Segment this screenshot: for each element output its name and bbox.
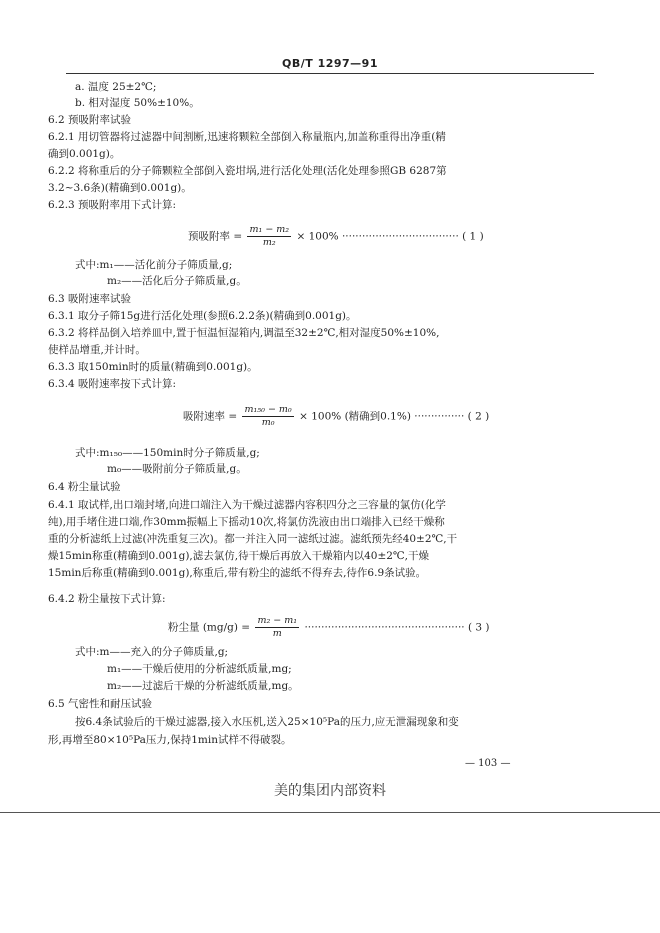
- section-6-5-line2: 形,再增至80×10⁵Pa压力,保持1min试样不得破裂。: [48, 734, 292, 746]
- clause-6-3-4: 6.3.4 吸附速率按下式计算:: [48, 378, 177, 390]
- equation-1-denominator: m₂: [262, 237, 276, 248]
- clause-6-2-2-line2: 3.2~3.6条)(精确到0.001g)。: [48, 182, 192, 194]
- equation-2: [183, 404, 489, 429]
- where-1-m2: m₂——活化后分子筛质量,g。: [107, 275, 247, 287]
- where-3-m2: m₂——过滤后干燥的分析滤纸质量,mg。: [107, 680, 299, 692]
- equation-1: [188, 224, 484, 249]
- equation-2-denominator: m₀: [261, 417, 275, 428]
- section-6-2-title: 6.2 预吸附率试验: [48, 114, 132, 126]
- clause-6-4-1-line2: 纯),用手堵住进口端,作30mm振幅上下摇动10次,将氯仿洗液由出口端排入已经干燥称: [48, 516, 445, 528]
- clause-6-2-1-line2: 确到0.001g)。: [48, 148, 121, 160]
- equation-3-denominator: m: [272, 628, 282, 639]
- condition-b: b. 相对湿度 50%±10%。: [75, 97, 200, 109]
- where-1-m1: 式中:m₁——活化前分子筛质量,g;: [75, 259, 233, 271]
- clause-6-2-1-line1: 6.2.1 用切管器将过滤器中间割断,迅速将颗粒全部倒入称量瓶内,加盖称重得出净重(精: [48, 131, 446, 143]
- section-6-5-title: 6.5 气密性和耐压试验: [48, 698, 153, 710]
- clause-6-2-2-line1: 6.2.2 将称重后的分子筛颗粒全部倒入瓷坩埚,进行活化处理(活化处理参照GB 6287第: [48, 165, 447, 177]
- page-number: — 103 —: [465, 758, 511, 769]
- clause-6-2-3: 6.2.3 预吸附率用下式计算:: [48, 199, 177, 211]
- header-rule: [66, 73, 594, 74]
- where-3-m: 式中:m——充入的分子筛质量,g;: [75, 646, 229, 658]
- equation-1-numerator: m₁ − m₂: [249, 224, 290, 235]
- clause-6-3-2-line1: 6.3.2 将样品倒入培养皿中,置于恒温恒湿箱内,调温至32±2℃,相对湿度50%±10%,: [48, 327, 440, 339]
- equation-2-rest: × 100% (精确到0.1%) ··············· ( 2 ): [299, 410, 490, 423]
- equation-1-fraction: [247, 224, 291, 249]
- equation-3-numerator: m₂ − m₁: [257, 615, 298, 626]
- clause-6-3-3: 6.3.3 取150min时的质量(精确到0.001g)。: [48, 361, 258, 373]
- bottom-rule: [0, 812, 660, 813]
- clause-6-4-2: 6.4.2 粉尘量按下式计算:: [48, 593, 166, 605]
- clause-6-3-1: 6.3.1 取分子筛15g进行活化处理(参照6.2.2条)(精确到0.001g)。: [48, 310, 357, 322]
- section-6-4-title: 6.4 粉尘量试验: [48, 481, 121, 493]
- clause-6-4-1-line3: 重的分析滤纸上过滤(冲洗重复三次)。都一并注入同一滤纸过滤。滤纸预先经40±2℃,干: [48, 533, 458, 545]
- where-2-m0: m₀——吸附前分子筛质量,g。: [107, 463, 247, 475]
- internal-document-footer: 美的集团内部资料: [274, 783, 386, 799]
- section-6-3-title: 6.3 吸附速率试验: [48, 293, 132, 305]
- equation-3-fraction: [255, 615, 299, 640]
- where-2-m150: 式中:m₁₅₀——150min时分子筛质量,g;: [75, 447, 260, 459]
- standard-number-header: QB/T 1297—91: [281, 57, 378, 70]
- equation-2-label: 吸附速率 =: [183, 410, 238, 423]
- condition-a: a. 温度 25±2℃;: [75, 81, 157, 93]
- section-6-5-line1: 按6.4条试验后的干燥过滤器,接入水压机,送入25×10⁵Pa的压力,应无泄漏现象和变: [75, 716, 459, 728]
- equation-1-rest: × 100% ··································· ( 1 ): [296, 230, 484, 243]
- equation-1-label: 预吸附率 =: [188, 230, 243, 243]
- clause-6-4-1-line1: 6.4.1 取试样,出口端封堵,向进口端注入为干燥过滤器内容积四分之三容量的氯仿(化学: [48, 499, 446, 511]
- where-3-m1: m₁——干燥后使用的分析滤纸质量,mg;: [107, 663, 292, 675]
- equation-3-label: 粉尘量 (mg/g) =: [168, 621, 251, 634]
- clause-6-4-1-line4: 燥15min称重(精确到0.001g),滤去氯仿,待干燥后再放入干燥箱内以40±2℃,干燥: [48, 550, 430, 562]
- equation-2-numerator: m₁₅₀ − m₀: [244, 404, 292, 415]
- equation-2-fraction: [242, 404, 293, 429]
- equation-3: [168, 615, 490, 640]
- clause-6-3-2-line2: 使样品增重,并计时。: [48, 344, 146, 356]
- clause-6-4-1-line5: 15min后称重(精确到0.001g),称重后,带有粉尘的滤纸不得弃去,待作6.9条试验。: [48, 567, 427, 579]
- equation-3-rest: ················································ ( 3 ): [304, 621, 490, 634]
